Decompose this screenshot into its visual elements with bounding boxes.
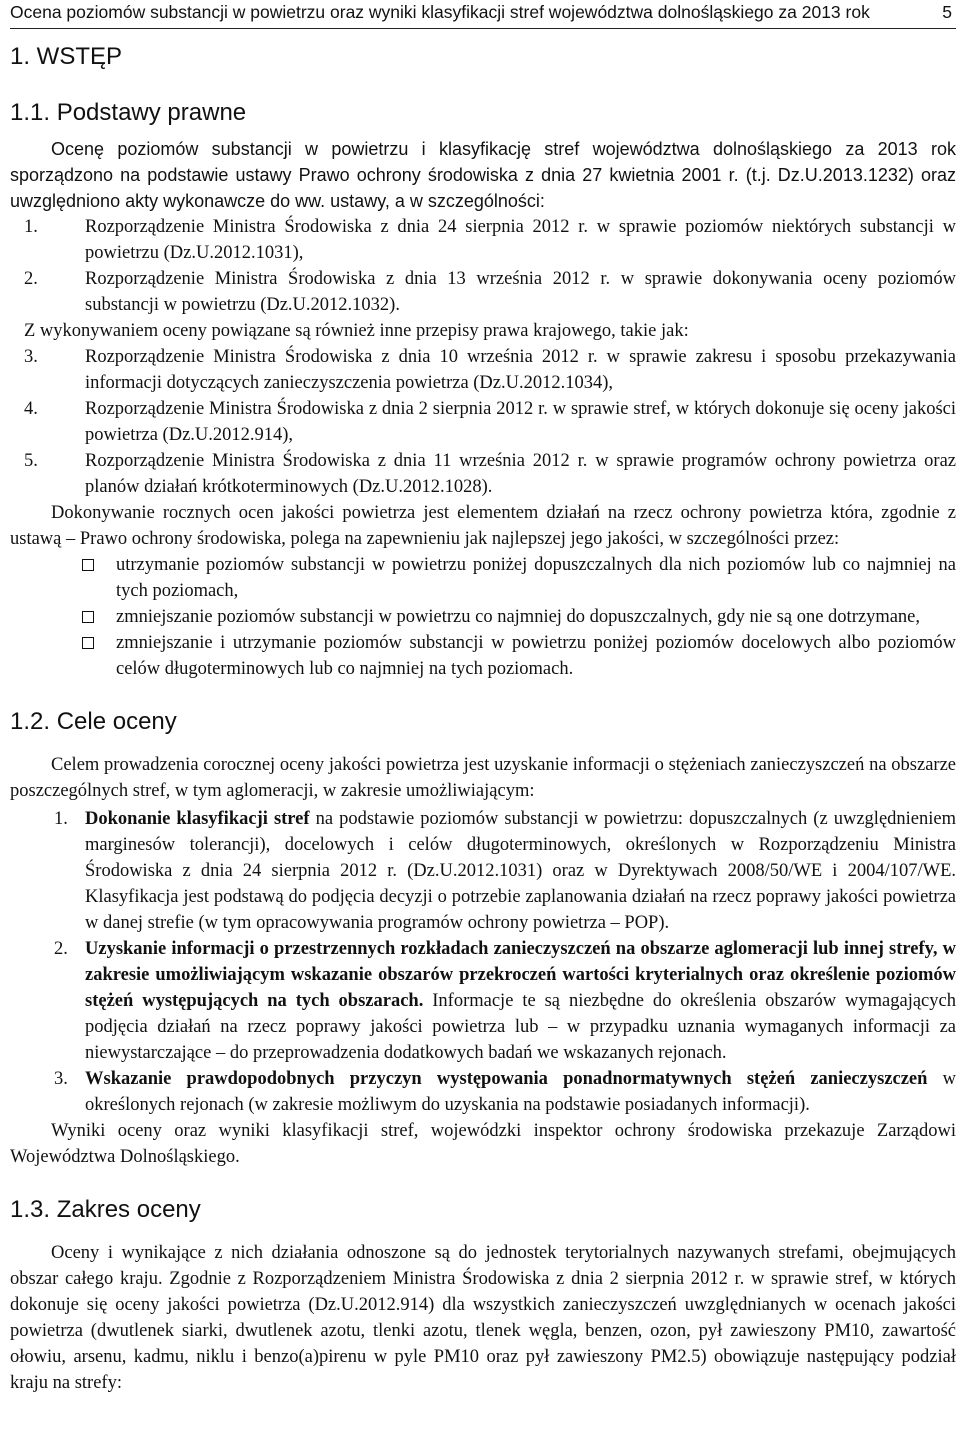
air-protection-paragraph: Dokonywanie rocznych ocen jakości powietrza jest elementem działań na rzecz ochrony powietrza która, zgodnie z ustawą – Prawo ochrony środowiska, polega na zapewnieniu jak najlepszej jego jakości, w szczególności przez: — [10, 503, 956, 549]
section-heading-1: 1. WSTĘP — [10, 43, 123, 70]
list-item: 2. Uzyskanie informacji o przestrzennych rozkładach zanieczyszczeń na obszarze aglomeracji lub innej strefy, w zakresie umożliwiającym wskazanie obszarów przekroczeń wartości kryterialnych oraz określenie poziomów stężeń występujących na tych obszarach. Informacje te są niezbędne do określenia obszarów wymagających podjęcia działań na rzecz poprawy jakości powietrza lub – w przypadku uznania wymaganych informacji za niewystarczające – do przeprowadzenia dodatkowych badań we wskazanych rejonach. — [54, 939, 956, 1063]
checkbox-bullet-icon — [82, 611, 94, 623]
list-item: 3. Rozporządzenie Ministra Środowiska z dnia 10 września 2012 r. w sprawie zakresu i sposobu przekazywania informacji dotyczących zanieczyszczenia powietrza (Dz.U.2012.1034), — [24, 347, 956, 393]
list-item: 5. Rozporządzenie Ministra Środowiska z dnia 11 września 2012 r. w sprawie programów ochrony powietrza oraz planów działań krótkoterminowych (Dz.U.2012.1028). — [24, 451, 956, 497]
checkbox-bullet-icon — [82, 637, 94, 649]
legal-basis-block — [10, 136, 956, 214]
list-item: 1. Rozporządzenie Ministra Środowiska z dnia 24 sierpnia 2012 r. w sprawie poziomów niektórych substancji w powietrzu (Dz.U.2012.1031), — [24, 217, 956, 263]
scope-block — [10, 1240, 956, 1396]
regulations-list-a — [10, 214, 956, 318]
goals-outro: Wyniki oceny oraz wyniki klasyfikacji stref, wojewódzki inspektor ochrony środowiska przekazuje Zarządowi Województwa Dolnośląskiego. — [10, 1121, 956, 1167]
running-header — [10, 0, 956, 29]
goals-intro: Celem prowadzenia corocznej oceny jakości powietrza jest uzyskanie informacji o stężeniach zanieczyszczeń na obszarze poszczególnych stref, w tym aglomeracji, w zakresie umożliwiającym: — [10, 755, 956, 801]
checkbox-bullet-icon — [82, 559, 94, 571]
scope-paragraph: Oceny i wynikające z nich działania odnoszone są do jednostek terytorialnych nazywanych strefami, obejmujących obszar całego kraju. Zgodnie z Rozporządzeniem Ministra Środowiska z dnia 2 sierpnia 2012 r. w sprawie stref, w których dokonuje się oceny jakości powietrza (Dz.U.2012.914) dla wszystkich zanieczyszczeń uwzględnianych w ocenach jakości powietrza (dwutlenek siarki, dwutlenek azotu, tlenki azotu, tlenek węgla, benzen, ozon, pył zawieszony PM10, zawartość ołowiu, arsenu, kadmu, niklu i benzo(a)pirenu w pyle PM10 oraz pył zawieszony PM2.5) obowiązuje następujący podział kraju na strefy: — [10, 1243, 956, 1393]
list-item: zmniejszanie poziomów substancji w powietrzu co najmniej do dopuszczalnych, gdy nie są one dotrzymane, — [10, 604, 956, 630]
list-item: 1. Dokonanie klasyfikacji stref na podstawie poziomów substancji w powietrzu: dopuszczalnych (z uwzględnieniem marginesów tolerancji), docelowych i celów długoterminowych, określonych w Rozporządzeniu Ministra Środowiska z dnia 24 sierpnia 2012 r. (Dz.U.2012.1031) oraz w Dyrektywach 2008/50/WE i 2004/107/WE. Klasyfikacja jest podstawą do podjęcia decyzji o potrzebie zaplanowania działań na rzecz poprawy jakości powietrza w danej strefie (w tym opracowywania programów ochrony powietrza – POP). — [54, 809, 956, 933]
section-heading-1-3: 1.3. Zakres oceny — [10, 1196, 201, 1223]
regulations-list-b — [10, 344, 956, 500]
list-item: 2. Rozporządzenie Ministra Środowiska z dnia 13 września 2012 r. w sprawie dokonywania oceny poziomów substancji w powietrzu (Dz.U.2012.1032). — [24, 269, 956, 315]
list-item: 3. Wskazanie prawdopodobnych przyczyn występowania ponadnormatywnych stężeń zanieczyszczeń w określonych rejonach (w zakresie możliwym do uzyskania na podstawie posiadanych informacji). — [54, 1069, 956, 1115]
legal-basis-content — [10, 214, 956, 682]
objectives-checklist — [10, 552, 956, 682]
list-item: zmniejszanie i utrzymanie poziomów substancji w powietrzu poniżej poziomów docelowych albo poziomów celów długoterminowych lub co najmniej na tych poziomach. — [10, 630, 956, 682]
goals-block — [10, 752, 956, 1170]
list-item: utrzymanie poziomów substancji w powietrzu poniżej dopuszczalnych dla nich poziomów lub co najmniej na tych poziomach, — [10, 552, 956, 604]
header-title: Ocena poziomów substancji w powietrzu oraz wyniki klasyfikacji stref województwa dolnośląskiego za 2013 rok — [10, 2, 870, 22]
goals-list — [10, 806, 956, 1118]
document-page — [10, 0, 956, 1396]
section-heading-1-2: 1.2. Cele oceny — [10, 708, 177, 735]
list-item: 4. Rozporządzenie Ministra Środowiska z dnia 2 sierpnia 2012 r. w sprawie stref, w których dokonuje się oceny jakości powietrza (Dz.U.2012.914), — [24, 399, 956, 445]
section-heading-1-1: 1.1. Podstawy prawne — [10, 99, 247, 126]
related-regulations-intro: Z wykonywaniem oceny powiązane są również inne przepisy prawa krajowego, takie jak: — [24, 321, 689, 341]
page-number: 5 — [942, 2, 952, 22]
legal-basis-intro: Ocenę poziomów substancji w powietrzu i klasyfikację stref województwa dolnośląskiego za 2013 rok sporządzono na podstawie ustawy Prawo ochrony środowiska z dnia 27 kwietnia 2001 r. (t.j. Dz.U.2013.1232) oraz uwzględniono akty wykonawcze do ww. ustawy, a w szczególności: — [10, 139, 956, 211]
